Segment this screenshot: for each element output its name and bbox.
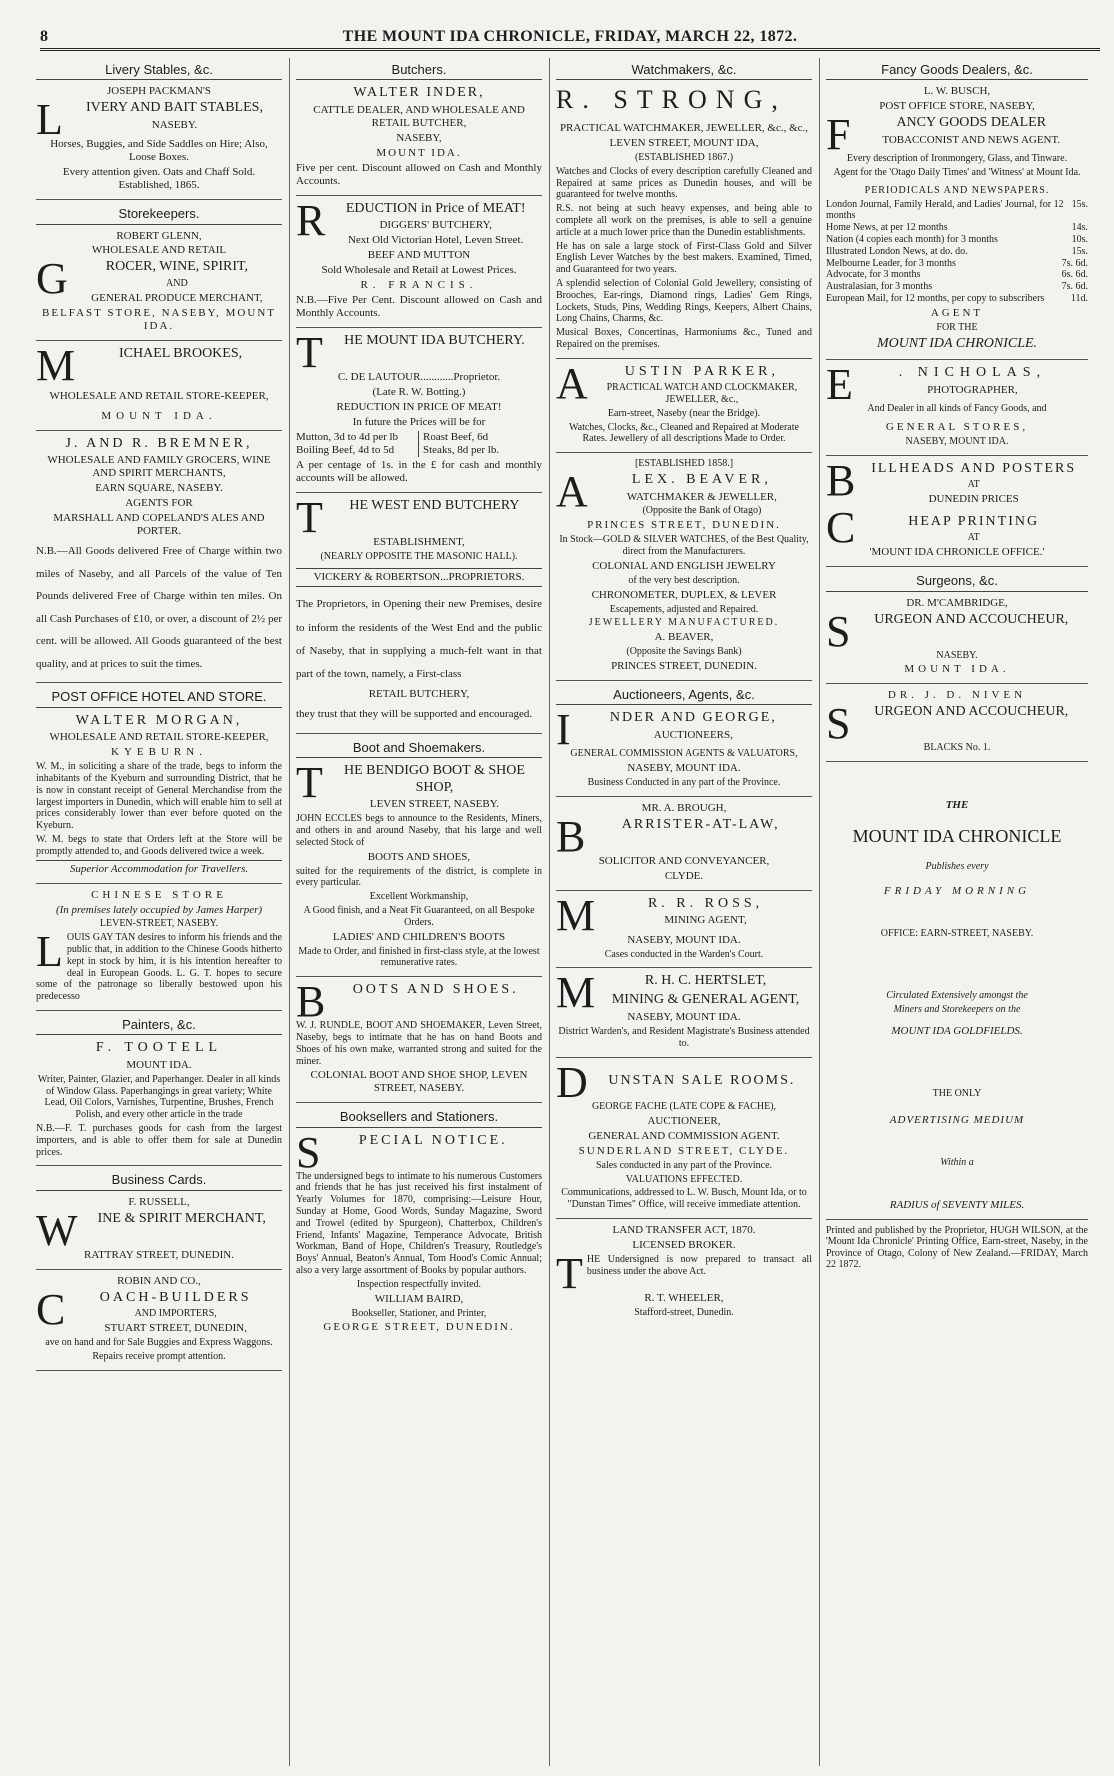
ad-sub: MOUNT IDA GOLDFIELDS. (891, 1025, 1023, 1038)
ad-title: NDER AND GEORGE, (609, 710, 777, 726)
ad-bremner (36, 436, 282, 684)
drop-cap: C (36, 1284, 66, 1334)
ad-body: In Stock—GOLD & SILVER WATCHES, of the Best Quality, direct from the Manufacturers. (559, 534, 809, 558)
ad-address: LEVEN-STREET, NASEBY. (99, 918, 219, 930)
section-storekeepers: Storekeepers. (36, 205, 282, 224)
section-fancy-goods: Fancy Goods Dealers, &c. (826, 61, 1088, 80)
drop-cap: S (826, 699, 851, 749)
column-rule (549, 58, 550, 1766)
ad-baird (296, 1127, 542, 1342)
ad-established: [ESTABLISHED 1858.] (634, 458, 734, 470)
ad-body: Publishes every (925, 861, 989, 873)
ad-sub: LADIES' AND CHILDREN'S BOOTS (332, 930, 506, 943)
ad-body: The undersigned begs to intimate to his numerous Customers and friends that he has just received his first instalment of Yearly Volumes for 1870, comprising:—Leisure Hour, Sunday at Home, Good Words, Sunday Magazine, Sword and Trowel (edited by Spurgeon), Chatterbox, Children's Friend, Infants' Magazine, Temperance Advocate, British Workman, Band of Hope, Children's Treasury, Routledge's Boys' Annual, Beaton's Annual, Tom Hood's Comic Annual; also a very large assortment of Books by popular authors. (296, 1170, 542, 1276)
ad-paper: MOUNT IDA CHRONICLE. (876, 335, 1038, 351)
ad-sub: MINING & GENERAL AGENT, (611, 991, 800, 1007)
drop-cap: T (556, 1248, 583, 1298)
drop-cap: M (556, 890, 596, 940)
ad-sub: RETAIL BUTCHERY, (368, 687, 470, 700)
ad-title: USTIN PARKER, (624, 363, 779, 379)
ad-sub: COLONIAL AND ENGLISH JEWELRY (592, 559, 776, 572)
ad-address: (NEARLY OPPOSITE THE MASONIC HALL). (320, 550, 518, 562)
ad-title: ARRISTER-AT-LAW, (621, 816, 780, 832)
ad-title: UNSTAN SALE ROOMS. (608, 1073, 796, 1089)
list-item (826, 222, 1088, 234)
drop-cap: W (36, 1205, 78, 1255)
ad-title: F. TOOTELL (95, 1040, 223, 1056)
ad-name: ROBERT GLENN, (116, 229, 202, 242)
masthead: THE MOUNT IDA CHRONICLE, FRIDAY, MARCH 22, 1872. (342, 28, 798, 45)
ad-sub: DUNEDIN PRICES (928, 492, 1019, 505)
ad-title: PECIAL NOTICE. (358, 1132, 508, 1148)
ad-title: HE WEST END BUTCHERY (349, 497, 520, 513)
section-hotel: POST OFFICE HOTEL AND STORE. (36, 688, 282, 707)
item-price: 10s. (1071, 234, 1088, 246)
section-painters: Painters, &c. (36, 1016, 282, 1035)
ad-body: Every attention given. Oats and Chaff Sold. Established, 1865. (62, 166, 256, 192)
drop-cap: G (36, 254, 68, 304)
ad-body: W. J. RUNDLE, BOOT AND SHOEMAKER, Leven Street, Naseby, begs to intimate that he has on hand Boots and Shoes of his own make, warranted strong and suited for the miner. (296, 1020, 542, 1067)
ad-body: N.B.—All Goods delivered Free of Charge within two miles of Naseby, and all Parcels of the value of Ten Pounds delivered Free of Charge within ten miles. On all Cash Purchases of £10, or over, a discount of 2½ per cent. will be allowed. All Goods guaranteed of the best quality, and at prices to suit the times. (36, 545, 282, 670)
ad-body: Writer, Painter, Glazier, and Paperhanger. Dealer in all kinds of Window Glass. Paperhangings in great variety; White Lead, Oil Colors, Varnishes, Turpentine, Brushes, French Polish, and every other article in the trade (37, 1073, 281, 1121)
drop-cap: F (826, 110, 851, 160)
ad-mount-ida-butchery (296, 327, 542, 493)
ad-address: BLACKS No. 1. (923, 742, 991, 754)
ad-title: CHINESE STORE (91, 888, 227, 901)
ad-sub: BEEF AND MUTTON (367, 249, 471, 262)
ad-russell (36, 1196, 282, 1270)
ad-body: W. M., in soliciting a share of the trade, begs to inform the inhabitants of the Kyeburn and surrounding District, that he is now in constant receipt of General Merchandise from the largest importers in Dunedin, which will enable him to sell at prices considerably lower than ever before quoted on the Kyeburn. (36, 761, 282, 832)
ad-sub: WHOLESALE AND FAMILY GROCERS, WINE AND SPIRIT MERCHANTS, (47, 454, 271, 480)
ad-title: OOTS AND SHOES. (352, 982, 519, 998)
ad-title: INE & SPIRIT MERCHANT, (97, 1210, 266, 1226)
ad-at: AT (967, 532, 980, 544)
item-price: 11d. (1070, 293, 1088, 305)
ad-body: District Warden's, and Resident Magistrate's Business attended to. (558, 1026, 810, 1050)
ad-body: Circulated Extensively amongst the (886, 989, 1028, 1001)
drop-cap: S (826, 606, 851, 656)
ad-dunstan (556, 1058, 812, 1219)
ad-address: NASEBY, MOUNT IDA. (905, 435, 1009, 447)
ad-name: R. FRANCIS. (360, 279, 478, 292)
section-boots: Boot and Shoemakers. (296, 739, 542, 758)
ad-mccambridge (826, 597, 1088, 685)
ad-west-end-butchery (296, 492, 542, 734)
ad-sub: (Opposite the Savings Bank) (626, 646, 742, 658)
ad-busch (826, 85, 1088, 360)
item-name: Home News, at per 12 months (826, 222, 948, 234)
ad-address: NASEBY, MOUNT IDA. (627, 762, 741, 775)
ad-address: SUNDERLAND STREET, CLYDE. (578, 1144, 790, 1157)
ad-tootell (36, 1040, 282, 1166)
ad-body: Watches, Clocks, &c., Cleaned and Repaired at Moderate Rates. Jewellery of all descriptions Made to Order. (569, 421, 799, 445)
ad-agents: AGENTS FOR (125, 497, 193, 510)
column-3 (556, 58, 812, 1768)
ad-francis (296, 195, 542, 328)
ad-title: HE BENDIGO BOOT & SHOE SHOP, (343, 763, 525, 795)
ad-body: Watches and Clocks of every description carefully Cleaned and Repaired at same prices as Dunedin houses, and will be guaranteed for twelve months. (556, 165, 812, 201)
list-item (826, 258, 1088, 270)
ad-title: HEAP PRINTING (908, 513, 1040, 529)
ad-name: ROBIN AND CO., (117, 1274, 201, 1287)
drop-cap: M (36, 340, 76, 390)
ad-sub: GENERAL AND COMMISSION AGENT. (588, 1129, 780, 1142)
ad-sub: RADIUS of SEVENTY MILES. (889, 1198, 1025, 1211)
drop-cap: I (556, 705, 571, 755)
ad-title: MOUNT IDA CHRONICLE (852, 826, 1062, 847)
ad-body: W. M. begs to state that Orders left at the Store will be promptly attended to, and Goods delivered twice a week. (36, 833, 282, 857)
drop-cap: B (556, 811, 586, 861)
item-name: Illustrated London News, at do. do. (826, 245, 968, 257)
section-watchmakers: Watchmakers, &c. (556, 61, 812, 80)
drop-cap: T (296, 327, 323, 377)
ad-sub: POST OFFICE STORE, NASEBY, (879, 100, 1035, 113)
ad-proprietor: C. DE LAUTOUR............Proprietor. (337, 370, 501, 383)
ad-body: Excellent Workmanship, (369, 891, 469, 903)
ad-body: Five per cent. Discount allowed on Cash and Monthly Accounts. (296, 161, 542, 187)
ad-sub: AND IMPORTERS, (134, 1308, 217, 1320)
ad-body: Inspection respectfully invited. (356, 1278, 482, 1290)
drop-cap: E (826, 360, 853, 410)
ad-robin (36, 1275, 282, 1371)
ad-title: . NICHOLAS, (898, 365, 1047, 381)
ad-body: Horses, Buggies, and Side Saddles on Hire; Also, Loose Boxes. (50, 138, 268, 164)
ad-nicholas (826, 360, 1088, 456)
ad-title: IVERY AND BAIT STABLES, (85, 100, 263, 116)
drop-cap: T (296, 492, 323, 542)
ad-name: L. W. BUSCH, (923, 85, 991, 98)
ad-body: Escapements, adjusted and Repaired. (609, 603, 759, 615)
ad-hertslet (556, 968, 812, 1058)
list-item (826, 293, 1088, 305)
ad-and: AND (166, 277, 188, 289)
ad-address: Earn-street, Naseby (near the Bridge). (607, 407, 761, 419)
ad-sub: WHOLESALE AND RETAIL STORE-KEEPER, (49, 731, 269, 744)
list-item (826, 281, 1088, 293)
ad-sub: PERIODICALS AND NEWSPAPERS. (864, 184, 1050, 196)
item-price: 14s. (1071, 222, 1088, 234)
ad-body: Miners and Storekeepers on the (893, 1003, 1021, 1015)
ad-ales: MARSHALL AND COPELAND'S ALES AND PORTER. (53, 512, 265, 538)
ad-sub: ESTABLISHMENT, (373, 535, 465, 548)
column-2 (296, 58, 542, 1768)
ad-body: suited for the requirements of the district, is complete in every particular. (296, 865, 542, 889)
ad-body: He has on sale a large stock of First-Class Gold and Silver English Lever Watches by the best makers. Examined, Timed, and Guaranteed for two years. (556, 240, 812, 276)
ad-town: MOUNT IDA. (101, 409, 217, 422)
item-name: European Mail, for 12 months, per copy to subscribers (826, 293, 1045, 305)
ad-town: MOUNT IDA. (376, 146, 462, 159)
page-number: 8 (40, 28, 48, 45)
ad-body: Sales conducted in any part of the Province. (595, 1159, 773, 1171)
ad-sub: CHRONOMETER, DUPLEX, & LEVER (591, 588, 777, 601)
list-item (826, 199, 1088, 223)
ad-sub: (Late R. W. Botting.) (372, 385, 466, 398)
section-business-cards: Business Cards. (36, 1171, 282, 1190)
ad-address: PRINCES STREET, DUNEDIN. (611, 659, 757, 672)
ad-address: NASEBY, MOUNT IDA. (627, 1011, 741, 1024)
ad-town: MOUNT IDA. (126, 1058, 192, 1071)
ad-body: VALUATIONS EFFECTED. (625, 1173, 743, 1185)
ad-sub: PHOTOGRAPHER, (927, 383, 1018, 396)
ad-sub: SOLICITOR AND CONVEYANCER, (598, 854, 770, 867)
drop-cap: B (826, 455, 856, 505)
ad-title: ILLHEADS AND POSTERS (871, 460, 1077, 476)
ad-for: FOR THE (936, 321, 978, 333)
drop-cap: M (556, 968, 596, 1018)
ad-the: THE (945, 799, 969, 812)
ad-sub: PRACTICAL WATCHMAKER, JEWELLER, &c., &c., (559, 122, 809, 134)
ad-body: Made to Order, and finished in first-class style, at the lowest remunerative rates. (298, 945, 540, 969)
ad-town: KYEBURN. (111, 746, 207, 759)
ad-body: Musical Boxes, Concertinas, Harmoniums &c., Tuned and Repaired on the premises. (556, 327, 812, 350)
ad-sub: MINING AGENT, (664, 914, 747, 927)
ad-body: HE Undersigned is now prepared to transact all business under the above Act. (586, 1253, 812, 1277)
item-price: 7s. 6d. (1061, 257, 1088, 269)
ad-address: NASEBY, MOUNT IDA. (627, 933, 741, 946)
column-4 (826, 58, 1088, 1768)
drop-cap: A (556, 358, 588, 408)
item-name: Advocate, for 3 months (826, 269, 921, 281)
ad-title: EDUCTION in Price of MEAT! (345, 200, 526, 216)
price-cell: Mutton, 3d to 4d per lb (296, 431, 419, 444)
ad-title: ICHAEL BROOKES, (118, 345, 243, 361)
ad-body: R.S. not being at such heavy expenses, and being able to complete all work on the premises, is able to sell a genuine article at a much lower price than the Dunedin establishments. (556, 203, 812, 238)
ad-town: CLYDE. (664, 869, 704, 882)
item-name: Australasian, for 3 months (826, 281, 933, 293)
ad-body: A splendid selection of Colonial Gold Jewellery, consisting of Brooches, Ear-rings, Diamond rings, Ladies' Gem Rings, Lockets, Studs, Pins, Wedding Rings, Keepers, Albert Chains, Long Chains, Charms, &c. (556, 277, 812, 325)
list-item (826, 246, 1088, 258)
column-rule (289, 58, 290, 1766)
price-list (826, 199, 1088, 305)
ad-sub: FRIDAY MORNING (883, 885, 1031, 898)
ad-name: JOSEPH PACKMAN'S (107, 85, 211, 98)
ad-sub: CATTLE DEALER, AND WHOLESALE AND RETAIL BUTCHER, (313, 103, 525, 129)
ad-address: Next Old Victorian Hotel, Leven Street. (347, 234, 524, 247)
ad-address: PRINCES STREET, DUNEDIN. (587, 519, 781, 532)
ad-town: MOUNT IDA. (904, 663, 1010, 676)
ad-body: JOHN ECCLES begs to announce to the Residents, Miners, and others in and around Naseby, that his large and well selected Stock of (296, 813, 542, 848)
ad-chronicle (826, 767, 1088, 1220)
ad-name: F. RUSSELL, (128, 1195, 190, 1208)
ad-title: WALTER INDER, (353, 85, 485, 101)
ad-body: Communications, addressed to L. W. Busch, Mount Ida, or to "Dunstan Times" Office, will receive immediate attention. (561, 1187, 807, 1211)
ad-packman (36, 85, 282, 200)
ad-title: J. AND R. BREMNER, (65, 435, 253, 451)
ad-sub: WATCHMAKER & JEWELLER, (626, 490, 777, 503)
ad-body: OUIS GAY TAN desires to inform his friends and the public that, in addition to the Chinese Goods hitherto kept in stock by him, it is his intention hereafter to deal in European Goods. L. G. T. hopes to secure some of the patronage so liberally bestowed upon his predecesso (36, 932, 282, 1003)
ad-body: N.B.—F. T. purchases goods for cash from the largest importers, and is able to offer them for sale at Dunedin prices. (36, 1123, 282, 1158)
price-table (296, 431, 542, 457)
ad-sub: DIGGERS' BUTCHERY, (379, 219, 492, 232)
ad-sub: (In premises lately occupied by James Harper) (55, 903, 263, 916)
ad-address: Stafford-street, Dunedin. (634, 1306, 734, 1318)
ad-tagline: Superior Accommodation for Travellers. (36, 860, 282, 876)
drop-cap: B (296, 977, 326, 1027)
drop-cap: A (556, 466, 588, 516)
ad-body: JEWELLERY MANUFACTURED. (588, 617, 780, 629)
ad-sub: GENERAL COMMISSION AGENTS & VALUATORS, (570, 748, 798, 760)
ad-title: LEX. BEAVER, (631, 471, 772, 487)
imprint: Printed and published by the Proprietor, HUGH WILSON, at the 'Mount Ida Chronicle' Printing Office, Earn-street, Naseby, in the Province of Otago, Colony of New Zealand.—FRIDAY, March 22 1872. (826, 1224, 1088, 1271)
ad-body: Within a (940, 1157, 974, 1169)
price-cell: Steaks, 8d per lb. (423, 443, 500, 456)
ad-body: Sold Wholesale and Retail at Lowest Prices. (321, 264, 517, 277)
drop-cap: L (36, 927, 63, 977)
ad-body: Agent for the 'Otago Daily Times' and 'Witness' at Mount Ida. (833, 167, 1081, 179)
ad-body: Every description of Ironmongery, Glass, and Tinware. (846, 153, 1068, 165)
page-header (40, 26, 1100, 51)
ad-rundle (296, 977, 542, 1103)
ad-body: Repairs receive prompt attention. (92, 1350, 226, 1362)
ad-town: NASEBY. (936, 649, 978, 661)
item-name: Melbourne Leader, for 3 months (826, 257, 956, 269)
ad-body: they trust that they will be supported and encouraged. (296, 707, 533, 720)
ad-inder-george (556, 705, 812, 797)
list-item (826, 269, 1088, 281)
ad-morgan (36, 713, 282, 884)
ad-office: OFFICE: EARN-STREET, NASEBY. (880, 928, 1034, 940)
ad-title: ROCER, WINE, SPIRIT, (105, 259, 248, 275)
column-rule (819, 58, 820, 1766)
item-name: London Journal, Family Herald, and Ladies' Journal, for 12 months (826, 198, 1064, 222)
ad-body: Cases conducted in the Warden's Court. (604, 948, 764, 960)
drop-cap: T (296, 758, 323, 808)
item-price: 6s. 6d. (1061, 269, 1088, 281)
ad-address: GEORGE STREET, DUNEDIN. (323, 1321, 515, 1334)
ad-address: EARN SQUARE, NASEBY. (95, 482, 223, 495)
ad-body: Business Conducted in any part of the Province. (587, 776, 781, 788)
price-cell: Boiling Beef, 4d to 5d (296, 444, 419, 457)
ad-title: URGEON AND ACCOUCHEUR, (874, 611, 1069, 627)
ad-sub: AUCTIONEERS, (653, 728, 733, 741)
ad-glenn (36, 230, 282, 341)
section-butchers: Butchers. (296, 61, 542, 80)
ad-inder (296, 85, 542, 195)
section-surgeons: Surgeons, &c. (826, 572, 1088, 591)
item-name: Nation (4 copies each month) for 3 months (826, 234, 998, 246)
ad-body: ave on hand and for Sale Buggies and Express Waggons. (45, 1336, 273, 1348)
ad-sub: 'MOUNT IDA CHRONICLE OFFICE.' (869, 546, 1045, 559)
ad-beaver (556, 458, 812, 681)
ad-agent: AGENT (930, 306, 984, 319)
ad-name: R. T. WHEELER, (644, 1291, 724, 1304)
ad-title: HE MOUNT IDA BUTCHERY. (344, 332, 525, 348)
ad-title: R. H. C. HERTSLET, (644, 973, 767, 989)
ad-name: MR. A. BROUGH, (641, 801, 727, 814)
ad-chinese-store (36, 889, 282, 1012)
ad-sub: REDUCTION IN PRICE OF MEAT! (336, 400, 502, 413)
ad-sub: PRACTICAL WATCH AND CLOCKMAKER, JEWELLER, &c., (606, 382, 798, 405)
ad-body: A Good finish, and a Neat Fit Guaranteed, on all Bespoke Orders. (303, 904, 535, 928)
ad-land-transfer (556, 1224, 812, 1326)
ad-sub: WHOLESALE AND RETAIL STORE-KEEPER, (49, 389, 269, 402)
ad-sub: TOBACCONIST AND NEWS AGENT. (882, 133, 1061, 146)
ad-title: OACH-BUILDERS (99, 1289, 252, 1305)
price-cell: Roast Beef, 6d (423, 430, 489, 443)
ad-sub: AUCTIONEER, (647, 1114, 721, 1127)
item-price: 7s. 6d. (1061, 281, 1088, 293)
ad-sub: (Opposite the Bank of Otago) (642, 505, 762, 517)
ad-body: The Proprietors, in Opening their new Premises, desire to inform the residents of the West End and the public of Naseby, that in supplying a much-felt want in that part of the town, namely, a First-class (296, 598, 542, 680)
ad-strong (556, 85, 812, 358)
ad-body: of the very best description. (628, 574, 740, 586)
ad-parker (556, 358, 812, 454)
ad-address: LEVEN STREET, NASEBY. (369, 798, 500, 811)
ad-body: A per centage of 1s. in the £ for cash and monthly accounts will be allowed. (296, 458, 542, 484)
ad-address: RATTRAY STREET, DUNEDIN. (84, 1248, 234, 1261)
ad-body: N.B.—Five Per Cent. Discount allowed on Cash and Monthly Accounts. (296, 294, 542, 319)
ad-billheads (826, 455, 1088, 568)
section-auctioneers: Auctioneers, Agents, &c. (556, 686, 812, 705)
ad-established: (ESTABLISHED 1867.) (634, 151, 734, 163)
ad-body: And Dealer in all kinds of Fancy Goods, and (867, 403, 1047, 415)
ad-body: THE ONLY (932, 1088, 982, 1100)
column-1 (36, 58, 282, 1768)
ad-title: WALTER MORGAN, (75, 712, 243, 728)
ad-sub: ADVERTISING MEDIUM (889, 1114, 1025, 1127)
ad-name: DR. M'CAMBRIDGE, (906, 596, 1008, 609)
ad-title: R. R. ROSS, (647, 895, 764, 911)
list-item (826, 234, 1088, 246)
ad-brough (556, 802, 812, 891)
ad-sub: BOOTS AND SHOES, (367, 850, 471, 863)
ad-address: BELFAST STORE, NASEBY, MOUNT IDA. (42, 306, 276, 332)
ad-title: ANCY GOODS DEALER (896, 115, 1047, 131)
ad-name: GEORGE FACHE (LATE COPE & FACHE), (591, 1101, 777, 1113)
section-booksellers: Booksellers and Stationers. (296, 1108, 542, 1127)
drop-cap: L (36, 95, 63, 145)
ad-town: NASEBY. (151, 118, 198, 131)
ad-name: DR. J. D. NIVEN (887, 689, 1027, 702)
ad-bendigo (296, 758, 542, 977)
ad-address: LEVEN STREET, MOUNT IDA, (609, 136, 759, 149)
drop-cap: S (296, 1127, 321, 1177)
ad-address: COLONIAL BOOT AND SHOE SHOP, LEVEN STREET, NASEBY. (310, 1069, 528, 1095)
ad-title: GENERAL PRODUCE MERCHANT, (91, 291, 263, 304)
ad-body: In future the Prices will be for (352, 415, 486, 428)
ad-address: STUART STREET, DUNEDIN, (104, 1322, 247, 1334)
drop-cap: R (296, 195, 326, 245)
ad-sub: LICENSED BROKER. (632, 1238, 736, 1251)
ad-sub: WHOLESALE AND RETAIL (91, 244, 227, 257)
ad-name: WILLIAM BAIRD, (374, 1292, 464, 1305)
ad-town: NASEBY, (396, 131, 442, 144)
item-price: 15s. (1071, 245, 1088, 257)
ad-name: A. BEAVER, (654, 631, 714, 644)
item-price: 15s. (1071, 198, 1088, 210)
drop-cap: C (826, 502, 856, 552)
ad-niven (826, 689, 1088, 762)
ad-brookes (36, 340, 282, 431)
ad-proprietors: VICKERY & ROBERTSON...PROPRIETORS. (296, 568, 542, 587)
section-livery: Livery Stables, &c. (36, 61, 282, 80)
drop-cap: D (556, 1058, 588, 1108)
ad-sub: Bookseller, Stationer, and Printer, (351, 1307, 487, 1319)
ad-ross (556, 890, 812, 969)
ad-at: AT (967, 479, 980, 491)
ad-title: R. STRONG, (556, 85, 787, 115)
ad-sub: GENERAL STORES, (885, 420, 1029, 433)
ad-title: LAND TRANSFER ACT, 1870. (612, 1223, 756, 1236)
ad-title: URGEON AND ACCOUCHEUR, (874, 704, 1069, 720)
